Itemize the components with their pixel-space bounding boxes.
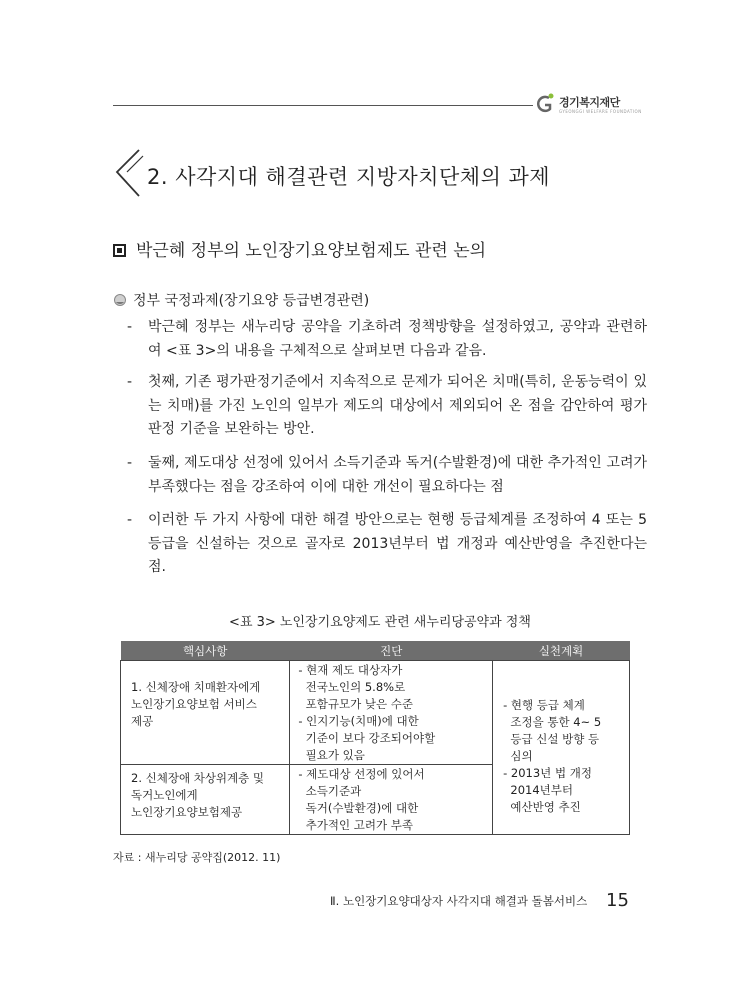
header-rule — [113, 105, 533, 106]
list-item — [127, 371, 647, 442]
column-header: 실천계획 — [493, 641, 630, 661]
policy-table — [120, 641, 630, 835]
org-name: 경기복지재단 — [559, 96, 620, 109]
sub-heading-text: 박근혜 정부의 노인장기요양보험제도 관련 논의 — [136, 241, 487, 261]
list-item-text: 둘째, 제도대상 선정에 있어서 소득기준과 독거(수발환경)에 대한 추가적인 고려가 부족했다는 점을 강조하여 이에 대한 개선이 필요하다는 점 — [148, 455, 647, 495]
square-bullet-icon — [113, 244, 126, 257]
key-cell: 2. 신체장애 차상위계층 및 독거노인에게 노인장기요양보험제공 — [121, 765, 290, 835]
section-title: 2. 사각지대 해결관련 지방자치단체의 과제 — [147, 165, 551, 189]
column-header: 진단 — [290, 641, 493, 661]
org-sub: GYEONGGI WELFARE FOUNDATION — [559, 109, 642, 114]
footer-chapter: Ⅱ. 노인장기요양대상자 사각지대 해결과 돌봄서비스 — [330, 894, 588, 908]
foundation-logo — [535, 92, 655, 118]
page-number: 15 — [606, 890, 629, 911]
column-header: 핵심사항 — [121, 641, 290, 661]
table — [120, 641, 630, 835]
plan-cell: - 현행 등급 체계 조정을 통한 4~ 5 등급 신설 방향 등 심의 - 2013년 법 개정 2014년부터 예산반영 추진 — [493, 661, 630, 835]
list-item — [127, 509, 647, 580]
list-item — [127, 452, 647, 499]
source-note: 자료 : 새누리당 공약집(2012. 11) — [113, 851, 281, 864]
round-bullet-icon — [113, 293, 127, 307]
diagnosis-cell: - 제도대상 선정에 있어서 소득기준과 독거(수발환경)에 대한 추가적인 고려가 부족 — [290, 765, 493, 835]
list-item-text: 이러한 두 가지 사항에 대한 해결 방안으로는 현행 등급체계를 조정하여 4 또는 5등급을 신설하는 것으로 골자로 2013년부터 법 개정과 예산반영을 추진한다는 점. — [148, 512, 647, 575]
key-cell: 1. 신체장애 치매환자에게 노인장기요양보험 서비스 제공 — [121, 661, 290, 765]
dash-marker: - — [127, 374, 133, 390]
table-caption: <표 3> 노인장기요양제도 관련 새누리당공약과 정책 — [229, 615, 531, 630]
dash-marker: - — [127, 319, 133, 335]
diagnosis-cell: - 현재 제도 대상자가 전국노인의 5.8%로 포함규모가 낮은 수준 - 인지기능(치매)에 대한 기준이 보다 강조되어야할 필요가 있음 — [290, 661, 493, 765]
dash-marker: - — [127, 512, 133, 528]
logo-mark-icon — [535, 92, 555, 116]
dash-marker: - — [127, 455, 133, 471]
sub-heading — [113, 236, 486, 261]
bullet-text: 정부 국정과제(장기요양 등급변경관련) — [133, 293, 370, 309]
bullet-line — [113, 290, 369, 310]
list-item-text: 첫째, 기존 평가판정기준에서 지속적으로 문제가 되어온 치매(특히, 운동능력이 있는 치매)를 가진 노인의 일부가 제도의 대상에서 제외되어 온 점을 감안하여 평가판정 기준을 보완하는 방안. — [148, 374, 647, 437]
table-row — [121, 661, 630, 765]
list-item-text: 박근혜 정부는 새누리당 공약을 기초하려 정책방향을 설정하였고, 공약과 관련하여 <표 3>의 내용을 구체적으로 살펴보면 다음과 같음. — [148, 319, 647, 359]
list-item — [127, 316, 647, 363]
table-header-row — [121, 641, 630, 661]
